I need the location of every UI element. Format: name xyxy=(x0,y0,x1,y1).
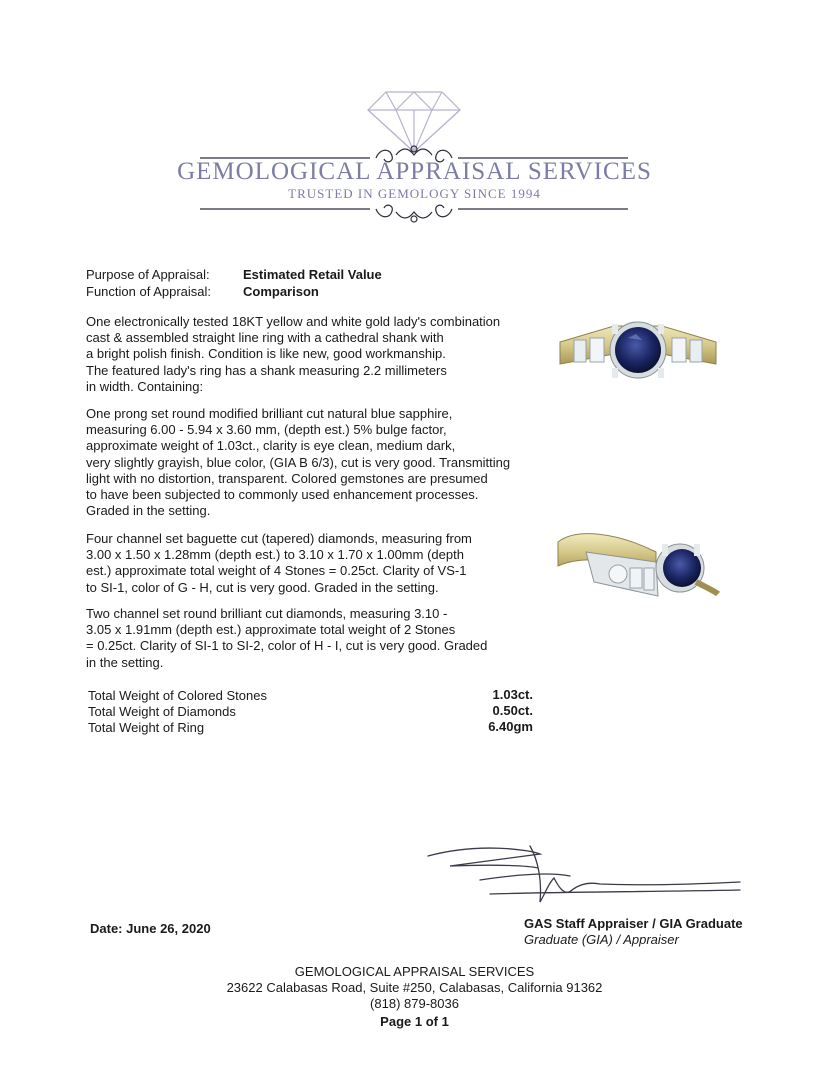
ring-photo-top-view xyxy=(556,302,720,412)
sapphire-description-paragraph: One prong set round modified brilliant cut natural blue sapphire, measuring 6.00 - 5.94 x 3.60 mm, (depth est.) 5% bulge factor, approximate weight of 1.03ct., clarity is eye clean, medium dark, very slightly grayish, blue color, (GIA B 6/3), cut is very good. Transmitting light with no distortion, transparent. Colored gemstones are presumed to have been subjected to commonly used enhancement processes. Graded in the setting. xyxy=(86,406,511,519)
total-ring-weight-label: Total Weight of Ring xyxy=(88,720,205,735)
page-number: Page 1 of 1 xyxy=(380,1014,449,1029)
footer-phone: (818) 879-8036 xyxy=(370,996,459,1011)
total-colored-stones-value: 1.03ct. xyxy=(492,687,533,702)
round-diamonds-paragraph: Two channel set round brilliant cut diamonds, measuring 3.10 - 3.05 x 1.91mm (depth est.) approximate total weight of 2 Stones = 0.25ct. Clarity of SI-1 to SI-2, color of H - I, cut is very good. Graded in the setting. xyxy=(86,606,488,670)
purpose-value: Estimated Retail Value xyxy=(243,267,382,282)
footer-company-name: GEMOLOGICAL APPRAISAL SERVICES xyxy=(294,964,535,979)
purpose-label: Purpose of Appraisal: xyxy=(86,267,210,282)
ornament-bottom-divider xyxy=(200,201,628,227)
company-tagline: TRUSTED IN GEMOLOGY SINCE 1994 xyxy=(288,186,541,201)
appraiser-signature xyxy=(420,840,750,910)
function-label: Function of Appraisal: xyxy=(86,284,212,299)
total-colored-stones-label: Total Weight of Colored Stones xyxy=(88,688,267,703)
ring-photo-side-view xyxy=(556,522,720,632)
company-logo-title: GEMOLOGICAL APPRAISAL SERVICES xyxy=(177,158,652,185)
total-ring-weight-value: 6.40gm xyxy=(488,719,533,734)
appraiser-credentials: Graduate (GIA) / Appraiser xyxy=(524,932,679,947)
ring-description-paragraph: One electronically tested 18KT yellow and white gold lady's combination cast & assembled straight line ring with a cathedral shank with a bright polish finish. Condition is like new, good workmanship. The featured lady's ring has a shank measuring 2.2 millimeters in width. Containing: xyxy=(86,314,501,394)
function-value: Comparison xyxy=(243,284,319,299)
total-diamonds-label: Total Weight of Diamonds xyxy=(88,704,236,719)
footer-address: 23622 Calabasas Road, Suite #250, Calabasas, California 91362 xyxy=(226,980,603,995)
baguette-diamonds-paragraph: Four channel set baguette cut (tapered) diamonds, measuring from 3.00 x 1.50 x 1.28mm (depth est.) to 3.10 x 1.70 x 1.00mm (depth est.) approximate total weight of 4 Stones = 0.25ct. Clarity of VS-1 to SI-1, color of G - H, cut is very good. Graded in the setting. xyxy=(86,531,472,595)
total-diamonds-value: 0.50ct. xyxy=(492,703,533,718)
appraiser-title: GAS Staff Appraiser / GIA Graduate xyxy=(524,916,743,931)
appraisal-date: Date: June 26, 2020 xyxy=(90,921,211,936)
